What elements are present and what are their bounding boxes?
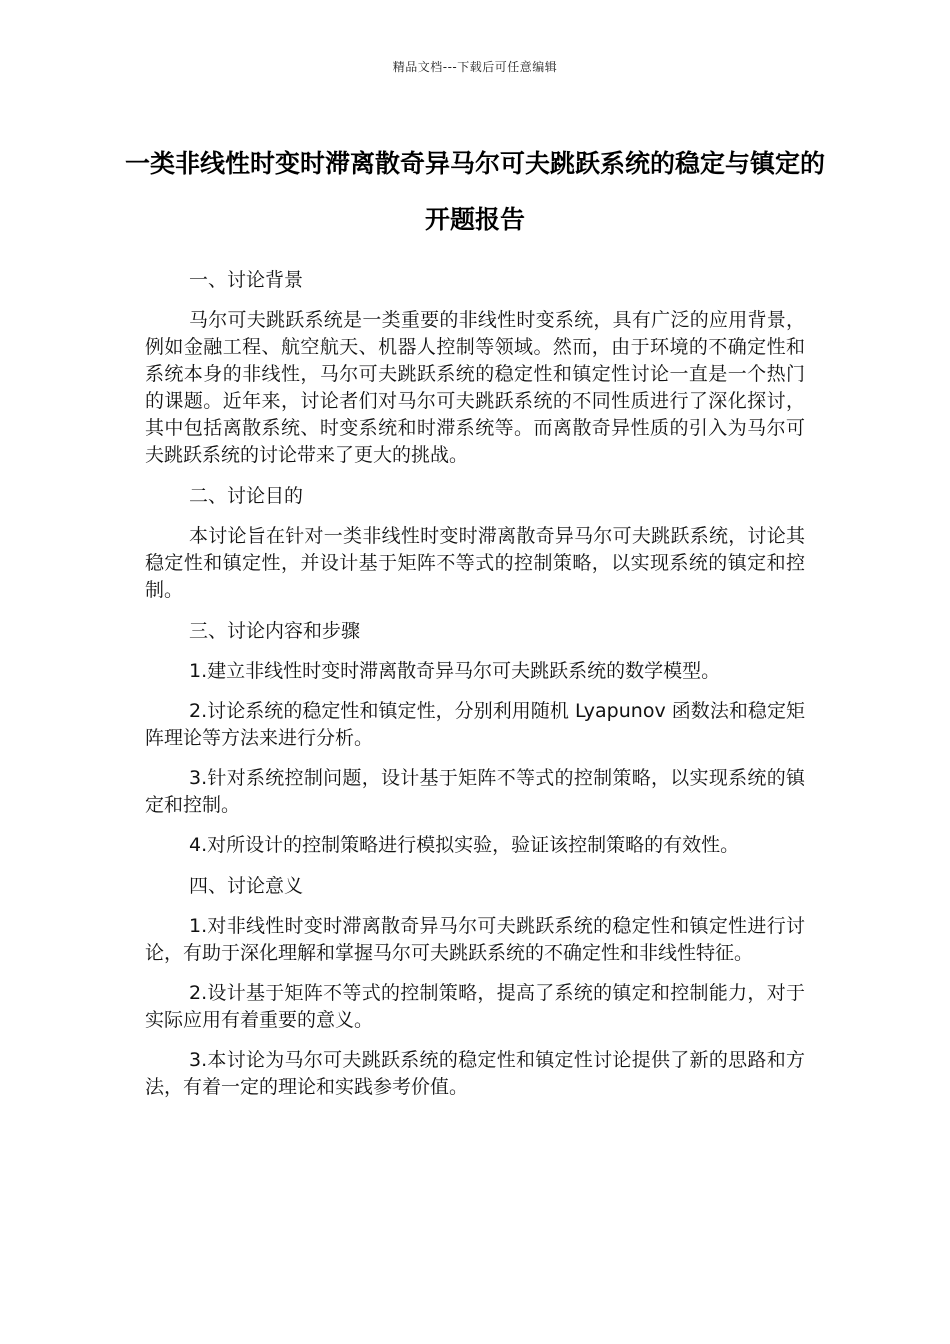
paragraph-purpose: 本讨论旨在针对一类非线性时变时滞离散奇异马尔可夫跳跃系统，讨论其稳定性和镇定性，并设计基于矩阵不等式的控制策略，以实现系统的镇定和控制。 — [145, 525, 805, 601]
header-note: 精品文档---下载后可任意编辑 — [392, 60, 558, 74]
paragraph-background: 马尔可夫跳跃系统是一类重要的非线性时变系统，具有广泛的应用背景，例如金融工程、航空航天、机器人控制等领域。然而，由于环境的不确定性和系统本身的非线性，马尔可夫跳跃系统的稳定性和镇定性讨论一直是一个热门的课题。近年来，讨论者们对马尔可夫跳跃系统的不同性质进行了深化探讨，其中包括离散系统、时变系统和时滞系统等。而离散奇异性质的引入为马尔可夫跳跃系统的讨论带来了更大的挑战。 — [145, 309, 805, 466]
significance-item-3: 3.本讨论为马尔可夫跳跃系统的稳定性和镇定性讨论提供了新的思路和方法，有着一定的理论和实践参考价值。 — [145, 1049, 805, 1098]
section-heading-background: 一、讨论背景 — [189, 269, 304, 291]
step-item-3: 3.针对系统控制问题，设计基于矩阵不等式的控制策略，以实现系统的镇定和控制。 — [145, 767, 805, 816]
document-title: 一类非线性时变时滞离散奇异马尔可夫跳跃系统的稳定与镇定的开题报告 — [124, 149, 825, 234]
document-body — [145, 266, 805, 1114]
step-item-4: 4.对所设计的控制策略进行模拟实验，验证该控制策略的有效性。 — [189, 834, 740, 856]
section-heading-content-steps: 三、讨论内容和步骤 — [189, 620, 361, 642]
step-item-1: 1.建立非线性时变时滞离散奇异马尔可夫跳跃系统的数学模型。 — [189, 660, 721, 682]
section-heading-significance: 四、讨论意义 — [189, 875, 304, 897]
significance-item-2: 2.设计基于矩阵不等式的控制策略，提高了系统的镇定和控制能力，对于实际应用有着重要的意义。 — [145, 982, 805, 1031]
significance-item-1: 1.对非线性时变时滞离散奇异马尔可夫跳跃系统的稳定性和镇定性进行讨论，有助于深化理解和掌握马尔可夫跳跃系统的不确定性和非线性特征。 — [145, 915, 805, 964]
step-item-2: 2.讨论系统的稳定性和镇定性，分别利用随机 Lyapunov 函数法和稳定矩阵理论等方法来进行分析。 — [145, 700, 805, 749]
section-heading-purpose: 二、讨论目的 — [189, 485, 304, 507]
